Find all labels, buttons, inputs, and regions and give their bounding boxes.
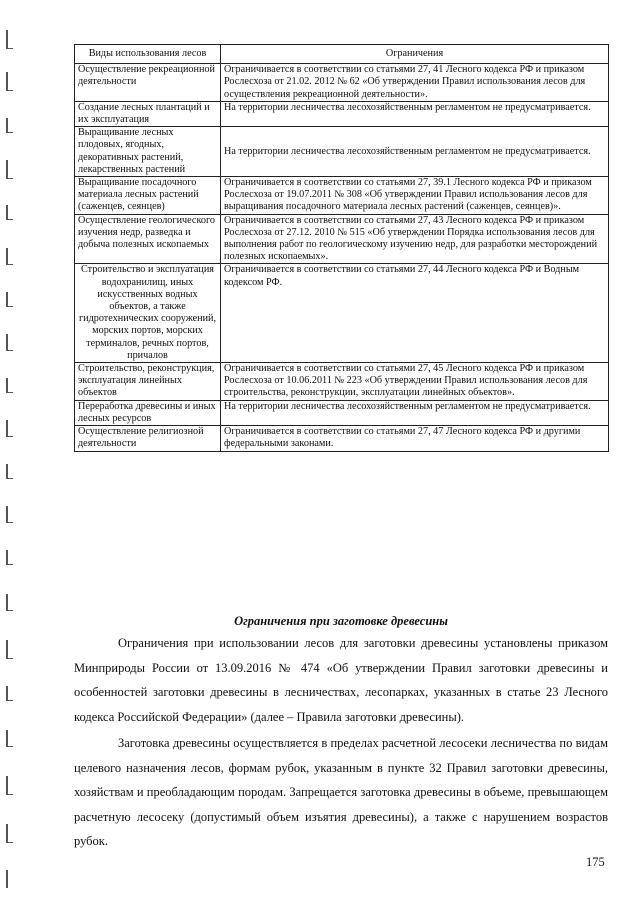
restriction-cell: На территории лесничества лесохозяйственным регламентом не предусматривается. <box>221 127 609 177</box>
restriction-cell: Ограничивается в соответствии со статьями 27, 45 Лесного кодекса РФ и приказом Рослесхоза от 10.06.2011 № 223 «Об утверждении Правил использования лесов для строительства, реконструкции, эксплуатации линейных объектов». <box>221 363 609 401</box>
table-row <box>75 101 609 126</box>
table-row <box>75 426 609 451</box>
table-row <box>75 400 609 425</box>
table-row <box>75 214 609 264</box>
use-type-cell: Строительство и эксплуатация водохранилищ, иных искусственных водных объектов, а также гидротехнических сооружений, морских портов, морских терминалов, речных портов, причалов <box>75 264 221 363</box>
header-restrictions: Ограничения <box>221 45 609 64</box>
use-type-cell: Создание лесных плантаций и их эксплуатация <box>75 101 221 126</box>
restriction-cell: Ограничивается в соответствии со статьями 27, 47 Лесного кодекса РФ и другими федеральными законами. <box>221 426 609 451</box>
body-paragraph: Ограничения при использовании лесов для заготовки древесины установлены приказом Минприроды России от 13.09.2016 № 474 «Об утверждении Правил заготовки древесины и особенностей заготовки древесины в лесничествах, лесопарках, указанных в статье 23 Лесного кодекса Российской Федерации» (далее – Правила заготовки древесины). <box>74 636 608 724</box>
use-type-cell: Переработка древесины и иных лесных ресурсов <box>75 400 221 425</box>
header-forest-use-type: Виды использования лесов <box>75 45 221 64</box>
table-row <box>75 64 609 102</box>
section-title: Ограничения при заготовке древесины <box>234 614 448 628</box>
restriction-cell: Ограничивается в соответствии со статьями 27, 39.1 Лесного кодекса РФ и приказом Рослесхоза от 19.07.2011 № 308 «Об утверждении Правил использования лесов для выращивания посадочного материала лесных растений (саженцев, сеянцев)». <box>221 177 609 215</box>
forest-use-restrictions-table <box>74 44 609 452</box>
restriction-cell: Ограничивается в соответствии со статьями 27, 44 Лесного кодекса РФ и Водным кодексом РФ. <box>221 264 609 363</box>
restriction-cell: Ограничивается в соответствии со статьями 27, 41 Лесного кодекса РФ и приказом Рослесхоза от 21.02. 2012 № 62 «Об утверждении Правил использования лесов для осуществления рекреационной деятельности». <box>221 64 609 102</box>
use-type-cell: Осуществление геологического изучения недр, разведка и добыча полезных ископаемых <box>75 214 221 264</box>
restriction-cell: На территории лесничества лесохозяйственным регламентом не предусматривается. <box>221 400 609 425</box>
table-row <box>75 363 609 401</box>
table-row <box>75 127 609 177</box>
use-type-cell: Осуществление рекреационной деятельности <box>75 64 221 102</box>
binding-margin-marks <box>6 0 16 905</box>
page-number: 175 <box>586 855 605 869</box>
restriction-cell: На территории лесничества лесохозяйственным регламентом не предусматривается. <box>221 101 609 126</box>
body-paragraph: Заготовка древесины осуществляется в пределах расчетной лесосеки лесничества по видам целевого назначения лесов, формам рубок, указанным в пункте 32 Правил заготовки древесины, хозяйствам и преобладающим породам. Запрещается заготовка древесины в объеме, превышающем расчетную лесосеку (допустимый объем изъятия древесины), а также с нарушением возрастов рубок. <box>74 736 608 848</box>
table-row <box>75 264 609 363</box>
use-type-cell: Выращивание лесных плодовых, ягодных, декоративных растений, лекарственных растений <box>75 127 221 177</box>
use-type-cell: Строительство, реконструкция, эксплуатация линейных объектов <box>75 363 221 401</box>
use-type-cell: Осуществление религиозной деятельности <box>75 426 221 451</box>
table-header-row <box>75 45 609 64</box>
restriction-cell: Ограничивается в соответствии со статьями 27, 43 Лесного кодекса РФ и приказом Рослесхоза от 27.12. 2010 № 515 «Об утверждении Порядка использования лесов для выполнения работ по геологическому изучению недр, для разработки месторождений полезных ископаемых». <box>221 214 609 264</box>
table-row <box>75 177 609 215</box>
use-type-cell: Выращивание посадочного материала лесных растений (саженцев, сеянцев) <box>75 177 221 215</box>
